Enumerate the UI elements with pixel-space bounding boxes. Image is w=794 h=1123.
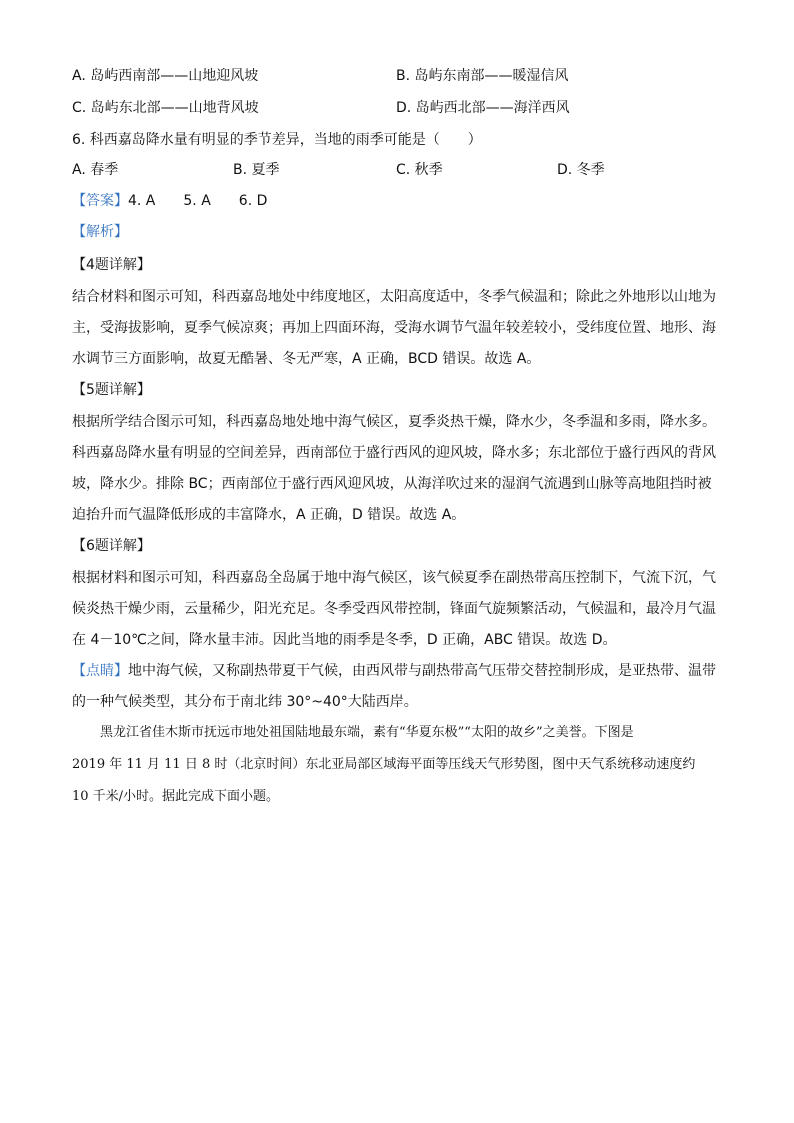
tip-tag: 【点睛】 — [72, 663, 128, 679]
q5-option-b: B. 岛屿东南部——暖湿信风 — [396, 68, 569, 84]
q5-option-c: C. 岛屿东北部——山地背风坡 — [72, 100, 259, 116]
detail5-line-2: 科西嘉岛降水量有明显的空间差异，西南部位于盛行西风的迎风坡，降水多；东北部位于盛行西风的背风 — [72, 445, 716, 461]
intro-line-2: 2019 年 11 月 11 日 8 时（北京时间）东北亚局部区域海平面等压线天气形势图，图中天气系统移动速度约 — [72, 757, 696, 772]
intro-line-3: 10 千米/小时。据此完成下面小题。 — [72, 789, 280, 804]
detail6-title: 【6题详解】 — [72, 538, 151, 554]
detail4-title: 【4题详解】 — [72, 257, 151, 273]
detail5-line-1: 根据所学结合图示可知，科西嘉岛地处地中海气候区，夏季炎热干燥，降水少，冬季温和多雨，降水多。 — [72, 414, 716, 430]
q6-stem: 6. 科西嘉岛降水量有明显的季节差异，当地的雨季可能是（ ） — [72, 132, 482, 148]
answer-4: 4. A — [128, 193, 156, 209]
detail4-line-3: 水调节三方面影响，故夏无酷暑、冬无严寒，A 正确，BCD 错误。故选 A。 — [72, 351, 541, 367]
answer-line — [72, 191, 267, 211]
q6-option-a: A. 春季 — [72, 162, 119, 178]
detail6-line-1: 根据材料和图示可知，科西嘉岛全岛属于地中海气候区，该气候夏季在副热带高压控制下，气流下沉，气 — [72, 570, 716, 586]
answer-6: 6. D — [238, 193, 268, 209]
detail5-title: 【5题详解】 — [72, 382, 151, 398]
answer-5: 5. A — [183, 193, 211, 209]
tip-line-1 — [72, 661, 716, 681]
tip-line-2: 的一种气候类型，其分布于南北纬 30°~40°大陆西岸。 — [72, 694, 418, 710]
detail6-line-3: 在 4－10℃之间，降水量丰沛。因此当地的雨季是冬季，D 正确，ABC 错误。故选 D。 — [72, 632, 617, 648]
q6-option-c: C. 秋季 — [396, 162, 443, 178]
detail4-line-1: 结合材料和图示可知，科西嘉岛地处中纬度地区，太阳高度适中，冬季气候温和；除此之外地形以山地为 — [72, 289, 716, 305]
tip-text-1: 地中海气候，又称副热带夏干气候，由西风带与副热带高气压带交替控制形成，是亚热带、温带 — [128, 663, 716, 679]
q5-option-a: A. 岛屿西南部——山地迎风坡 — [72, 68, 259, 84]
q6-option-b: B. 夏季 — [233, 162, 280, 178]
detail5-line-3: 坡，降水少。排除 BC；西南部位于盛行西风迎风坡，从海洋吹过来的湿润气流遇到山脉等高地阻挡时被 — [72, 476, 712, 492]
detail4-line-2: 主，受海拔影响，夏季气候凉爽；再加上四面环海，受海水调节气温年较差较小，受纬度位置、地形、海 — [72, 320, 716, 336]
q5-option-d: D. 岛屿西北部——海洋西风 — [396, 100, 570, 116]
intro-line-1: 黑龙江省佳木斯市抚远市地处祖国陆地最东端，素有“华夏东极”“太阳的故乡”之美誉。下图是 — [100, 725, 634, 740]
answer-tag: 【答案】 — [72, 193, 128, 209]
detail6-line-2: 候炎热干燥少雨，云量稀少，阳光充足。冬季受西风带控制，锋面气旋频繁活动，气候温和，最冷月气温 — [72, 601, 716, 617]
analysis-tag: 【解析】 — [72, 224, 128, 240]
q6-option-d: D. 冬季 — [557, 162, 605, 178]
detail5-line-4: 迫抬升而气温降低形成的丰富降水，A 正确，D 错误。故选 A。 — [72, 507, 466, 523]
